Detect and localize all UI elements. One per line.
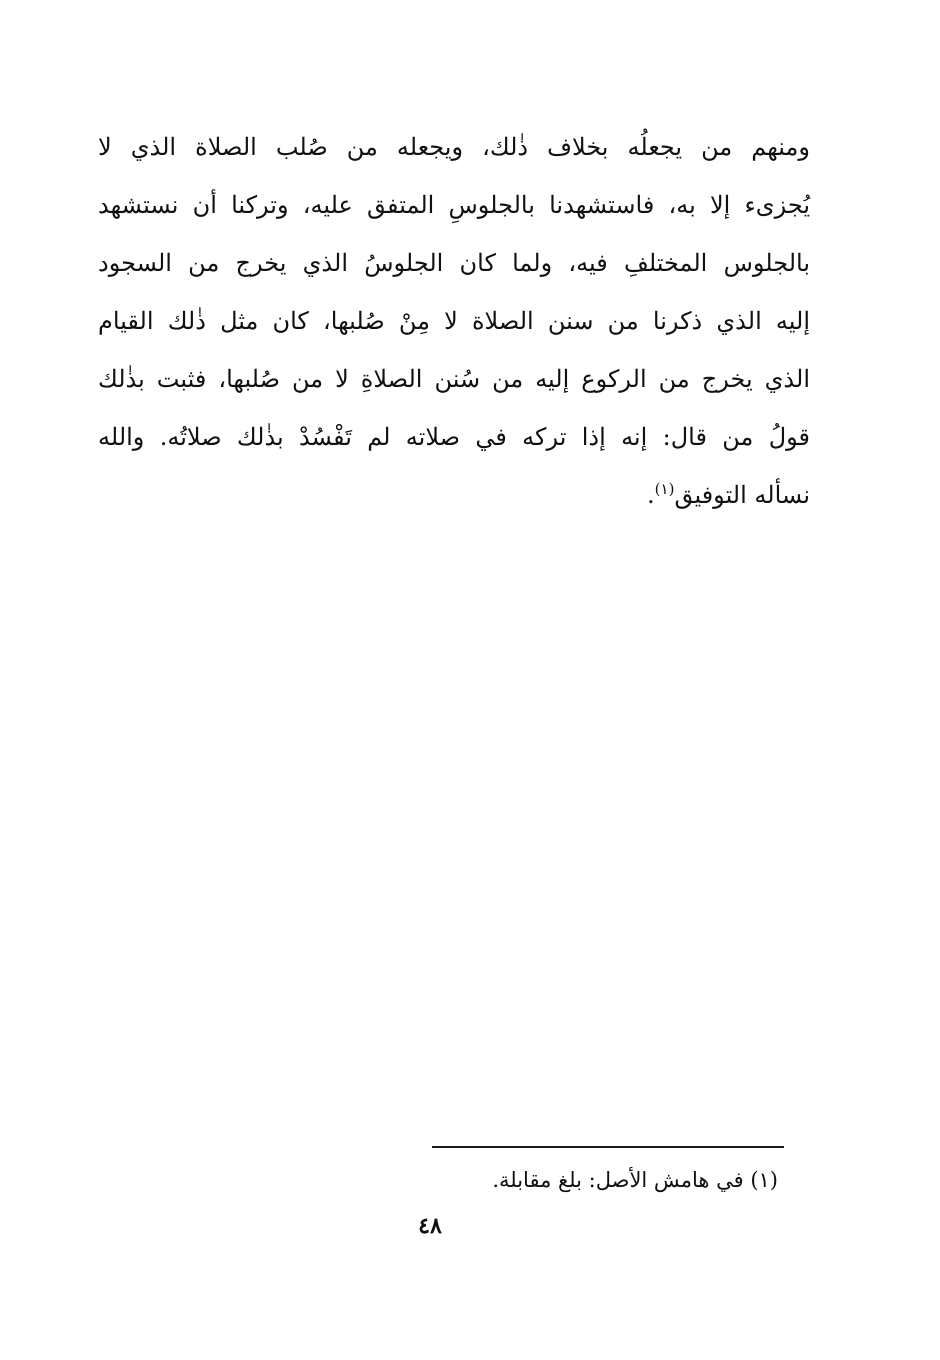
body-line-4: إليه الذي ذكرنا من سنن الصلاة لا مِنْ صُلبها، كان مثل ذٰلك القيام bbox=[98, 307, 810, 335]
footnote-divider bbox=[432, 1146, 784, 1148]
footnote: (١) في هامش الأصل: بلغ مقابلة. bbox=[492, 1168, 778, 1192]
body-line-7 bbox=[98, 466, 810, 524]
body-line-2: يُجزىء إلا به، فاستشهدنا بالجلوسِ المتفق عليه، وتركنا أن نستشهد bbox=[98, 191, 810, 219]
page-number: ٤٨ bbox=[418, 1213, 442, 1239]
body-text bbox=[98, 118, 810, 524]
body-line-5: الذي يخرج من الركوع إليه من سُنن الصلاةِ لا من صُلبها، فثبت بذٰلك bbox=[98, 365, 810, 393]
body-line-3: بالجلوس المختلفِ فيه، ولما كان الجلوسُ الذي يخرج من السجود bbox=[98, 249, 811, 277]
body-line-1: ومنهم من يجعلُه بخلاف ذٰلك، ويجعله من صُلب الصلاة الذي لا bbox=[98, 133, 810, 161]
body-line-6: قولُ من قال: إنه إذا تركه في صلاته لم تَفْسُدْ بذٰلك صلاتُه. والله bbox=[98, 423, 810, 451]
body-final-period: . bbox=[647, 481, 655, 509]
footnote-reference: (١) bbox=[654, 480, 675, 498]
body-line-7-text: نسأله التوفيق bbox=[674, 481, 810, 509]
